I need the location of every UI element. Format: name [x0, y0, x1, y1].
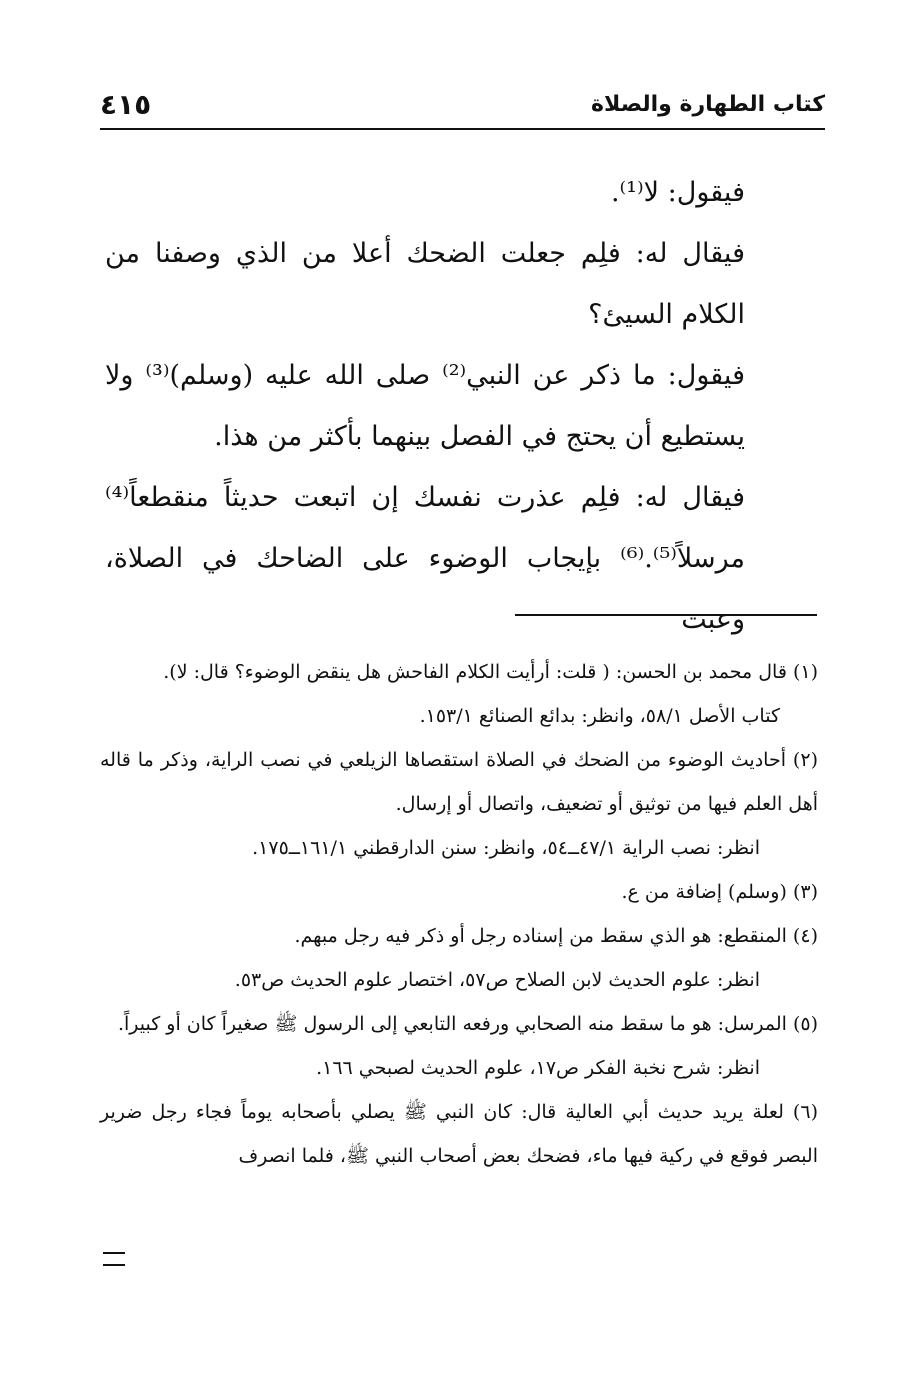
- header-rule: [100, 128, 825, 130]
- footnote-reference: انظر: شرح نخبة الفكر ص١٧، علوم الحديث لصبحي ١٦٦.: [316, 1057, 760, 1079]
- main-text: [105, 162, 745, 650]
- footnote: (٥) المرسل: هو ما سقط منه الصحابي ورفعه التابعي إلى الرسول ﷺ صغيراً كان أو كبيراً.: [117, 1013, 818, 1035]
- footnote-reference: كتاب الأصل ٥٨/١، وانظر: بدائع الصنائع ١٥٣/١.: [419, 705, 780, 727]
- footnote-reference: انظر: نصب الراية ٤٧/١ــ٥٤، وانظر: سنن الدارقطني ١٦١/١ــ١٧٥.: [252, 837, 760, 859]
- running-title: كتاب الطهارة والصلاة: [591, 91, 825, 117]
- footnote: (١) قال محمد بن الحسن: ( قلت: أرأيت الكلام الفاحش هل ينقض الوضوء؟ قال: لا).: [163, 661, 818, 683]
- footnote-reference: انظر: علوم الحديث لابن الصلاح ص٥٧، اختصار علوم الحديث ص٥٣.: [234, 969, 760, 991]
- footnote: (٢) أحاديث الوضوء من الضحك في الصلاة استقصاها الزيلعي في نصب الراية، وذكر ما قاله أهل العلم فيها من توثيق أو تضعيف، واتصال أو إرسال.: [100, 749, 818, 815]
- footnote: (٤) المنقطع: هو الذي سقط من إسناده رجل أو ذكر فيه رجل مبهم.: [294, 925, 818, 947]
- paragraph: فيقال له: فلِم جعلت الضحك أعلا من الذي وصفنا من الكلام السيئ؟: [105, 238, 745, 330]
- continuation-mark: [103, 1252, 125, 1266]
- paragraph: فيقال له: فلِم عذرت نفسك إن اتبعت حديثاً منقطعاً⁽⁴⁾ مرسلاً⁽⁵⁾.⁽⁶⁾ بإيجاب الوضوء على الضاحك في الصلاة، وعبت: [105, 482, 745, 635]
- footnote-rule: [515, 614, 817, 616]
- footnote: (٦) لعلة يريد حديث أبي العالية قال: كان النبي ﷺ يصلي بأصحابه يوماً فجاء رجل ضرير البصر فوقع في ركية فيها ماء، فضحك بعض أصحاب النبي ﷺ، فلما انصرف: [100, 1101, 818, 1167]
- page-header: [100, 82, 825, 126]
- page-number: ٤١٥: [100, 87, 152, 121]
- footnotes: [100, 650, 818, 1178]
- footnote: (٣) (وسلم) إضافة من ع.: [621, 881, 818, 903]
- paragraph: فيقول: ما ذكر عن النبي⁽²⁾ صلى الله عليه (وسلم)⁽³⁾ ولا يستطيع أن يحتج في الفصل بينهما بأكثر من هذا.: [105, 360, 745, 452]
- paragraph: فيقول: لا⁽¹⁾.: [610, 177, 745, 208]
